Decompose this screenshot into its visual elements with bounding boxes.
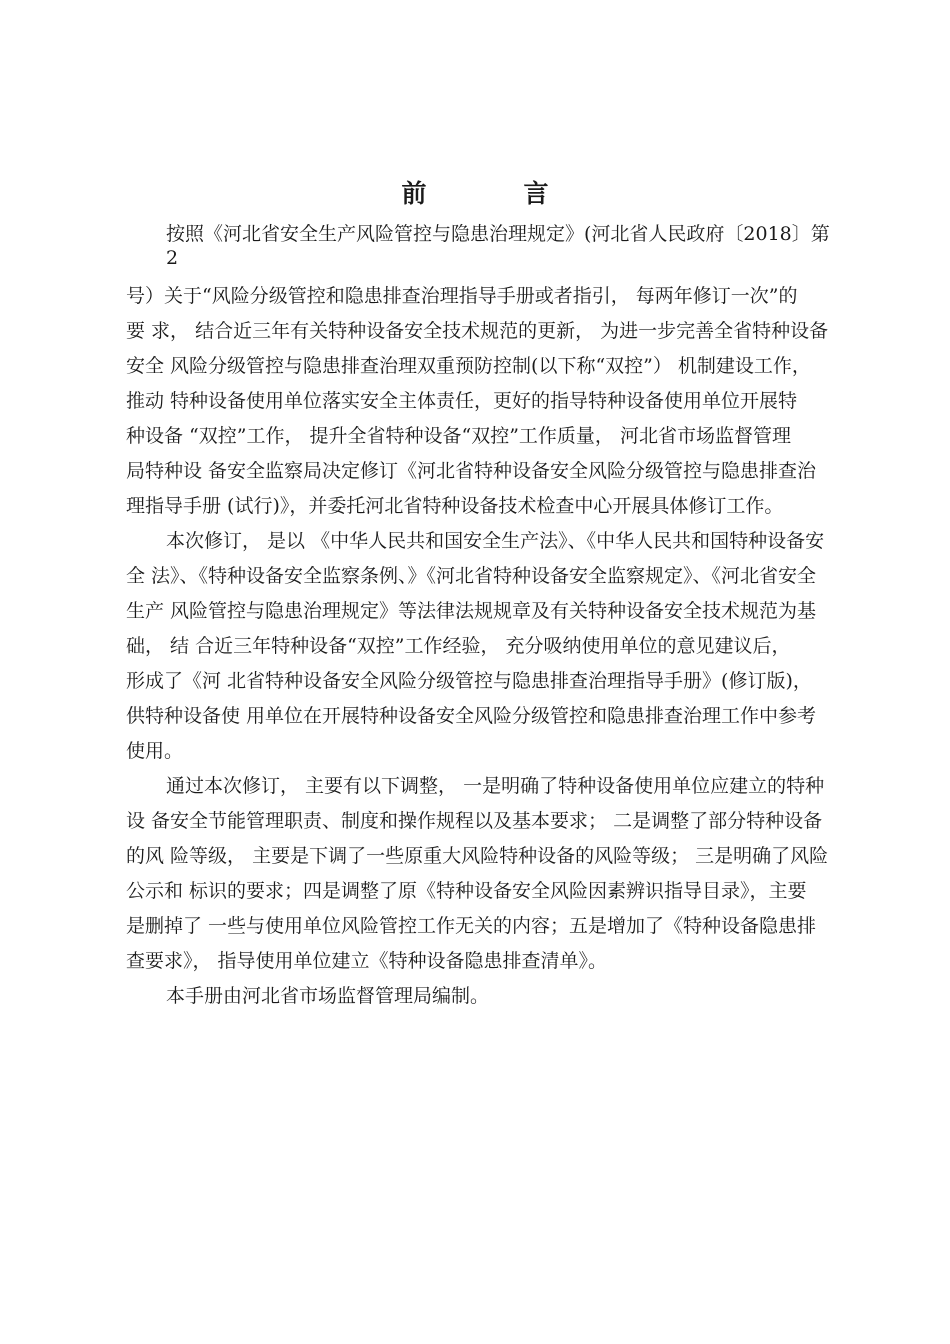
text-line: 理指导手册 (试行)》，并委托河北省特种设备技术检查中心开展具体修订工作。 xyxy=(126,495,784,517)
text-line: 号）关于“风险分级管控和隐患排查治理指导手册或者指引， 每两年修订一次”的 xyxy=(126,285,798,307)
text-line: 查要求》， 指导使用单位建立《特种设备隐患排查清单》。 xyxy=(126,950,608,972)
page-title: 前 言 xyxy=(401,179,585,208)
text-line: 通过本次修订， 主要有以下调整， 一是明确了特种设备使用单位应建立的特种 xyxy=(166,775,825,797)
text-line: 本次修订， 是以 《中华人民共和国安全生产法》、《中华人民共和国特种设备安 xyxy=(166,530,825,552)
text-line: 按照《河北省安全生产风险管控与隐患治理规定》(河北省人民政府〔2018〕第 xyxy=(166,223,830,245)
text-line: 供特种设备使 用单位在开展特种设备安全风险分级管控和隐患排查治理工作中参考 xyxy=(126,705,817,727)
text-line: 使用。 xyxy=(126,740,184,762)
text-line: 局特种设 备安全监察局决定修订《河北省特种设备安全风险分级管控与隐患排查治 xyxy=(126,460,817,482)
text-line: 全 法》、《特种设备安全监察条例、》《河北省特种设备安全监察规定》、《河北省安全 xyxy=(126,565,817,587)
text-line: 设 备安全节能管理职责、制度和操作规程以及基本要求； 二是调整了部分特种设备 xyxy=(126,810,823,832)
text-line: 要 求， 结合近三年有关特种设备安全技术规范的更新， 为进一步完善全省特种设备 xyxy=(126,320,829,342)
text-line: 安全 风险分级管控与隐患排查治理双重预防控制(以下称“双控”） 机制建设工作， xyxy=(126,355,811,377)
text-line: 公示和 标识的要求；四是调整了原《特种设备安全风险因素辨识指导目录》，主要 xyxy=(126,880,807,902)
text-line: 生产 风险管控与隐患治理规定》等法律法规规章及有关特种设备安全技术规范为基 xyxy=(126,600,817,622)
text-line: 是删掉了 一些与使用单位风险管控工作无关的内容；五是增加了《特种设备隐患排 xyxy=(126,915,817,937)
text-line: 的风 险等级， 主要是下调了一些原重大风险特种设备的风险等级； 三是明确了风险 xyxy=(126,845,829,867)
text-line: 形成了《河 北省特种设备安全风险分级管控与隐患排查治理指导手册》(修订版)， xyxy=(126,670,812,692)
text-line: 推动 特种设备使用单位落实安全主体责任，更好的指导特种设备使用单位开展特 xyxy=(126,390,798,412)
text-line: 本手册由河北省市场监督管理局编制。 xyxy=(166,985,490,1007)
text-line: 础， 结 合近三年特种设备“双控”工作经验， 充分吸纳使用单位的意见建议后， xyxy=(126,635,791,657)
text-line: 2 xyxy=(166,247,179,269)
text-line: 种设备 “双控”工作， 提升全省特种设备“双控”工作质量， 河北省市场监督管理 xyxy=(126,425,791,447)
